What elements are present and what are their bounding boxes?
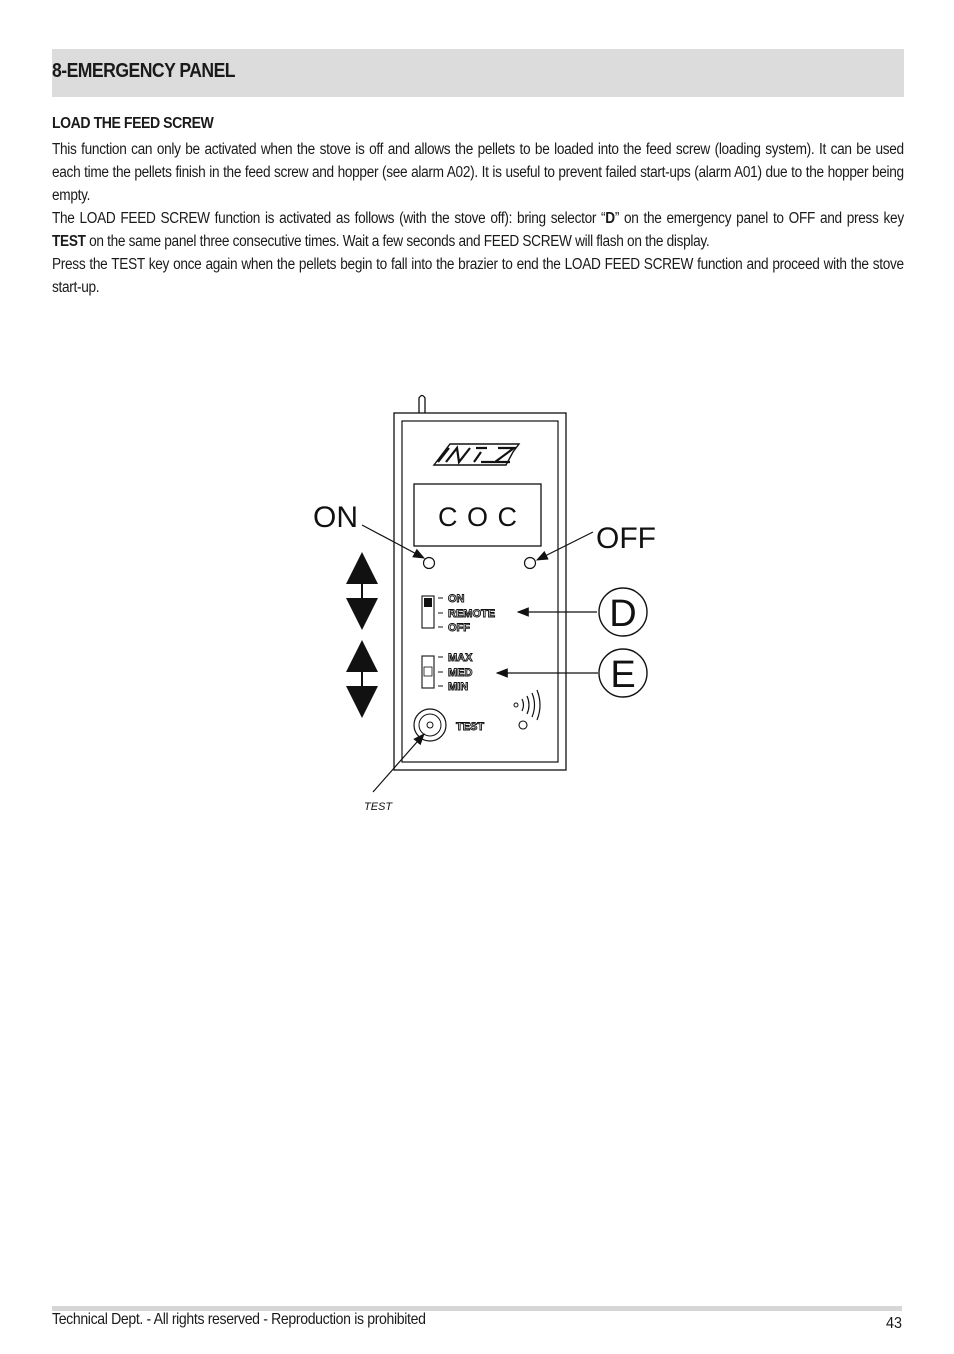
wireless-led: [519, 721, 527, 729]
selector-e-med: MED: [448, 667, 473, 679]
double-arrow-bottom-icon: [346, 640, 378, 718]
section-title: 8-EMERGENCY PANEL: [52, 60, 236, 82]
emergency-panel-figure: [300, 385, 660, 825]
section-header: [52, 49, 904, 97]
subsection-heading: LOAD THE FEED SCREW: [52, 115, 214, 132]
on-label: ON: [313, 501, 358, 534]
off-led: [525, 558, 536, 569]
off-label: OFF: [596, 522, 656, 555]
body-text: [52, 138, 904, 299]
on-led: [424, 558, 435, 569]
selector-d-on: ON: [448, 593, 465, 605]
selector-e-max: MAX: [448, 652, 473, 664]
e-label: E: [610, 654, 636, 696]
display-text: C O C: [437, 502, 519, 532]
d-label: D: [609, 593, 637, 635]
paragraph-2: The LOAD FEED SCREW function is activated as follows (with the stove off): bring selector “D” on the emergency panel to OFF and press key TEST on the same panel three consecutive times. Wait a few seconds and FEED SCREW will flash on the display.: [52, 210, 904, 250]
test-key-label: TEST: [456, 721, 485, 733]
selector-d-off: OFF: [448, 622, 470, 634]
double-arrow-top-icon: [346, 552, 378, 630]
test-caption: TEST: [364, 801, 393, 813]
footer-text: Technical Dept. - All rights reserved - Reproduction is prohibited: [52, 1311, 426, 1328]
paragraph-1: This function can only be activated when the stove is off and allows the pellets to be loaded into the feed screw (loading system). It can be used each time the pellets finish in the feed screw and hopper (see alarm A02). It is useful to prevent failed start-ups (alarm A01) due to the hopper being empty.: [52, 141, 904, 204]
paragraph-3: Press the TEST key once again when the pellets begin to fall into the brazier to end the LOAD FEED SCREW function and proceed with the stove start-up.: [52, 256, 904, 296]
selector-d-remote: REMOTE: [448, 608, 496, 620]
selector-e: [422, 652, 473, 693]
antenna: [419, 396, 425, 414]
selector-e-min: MIN: [448, 681, 469, 693]
page-number: 43: [885, 1315, 902, 1332]
